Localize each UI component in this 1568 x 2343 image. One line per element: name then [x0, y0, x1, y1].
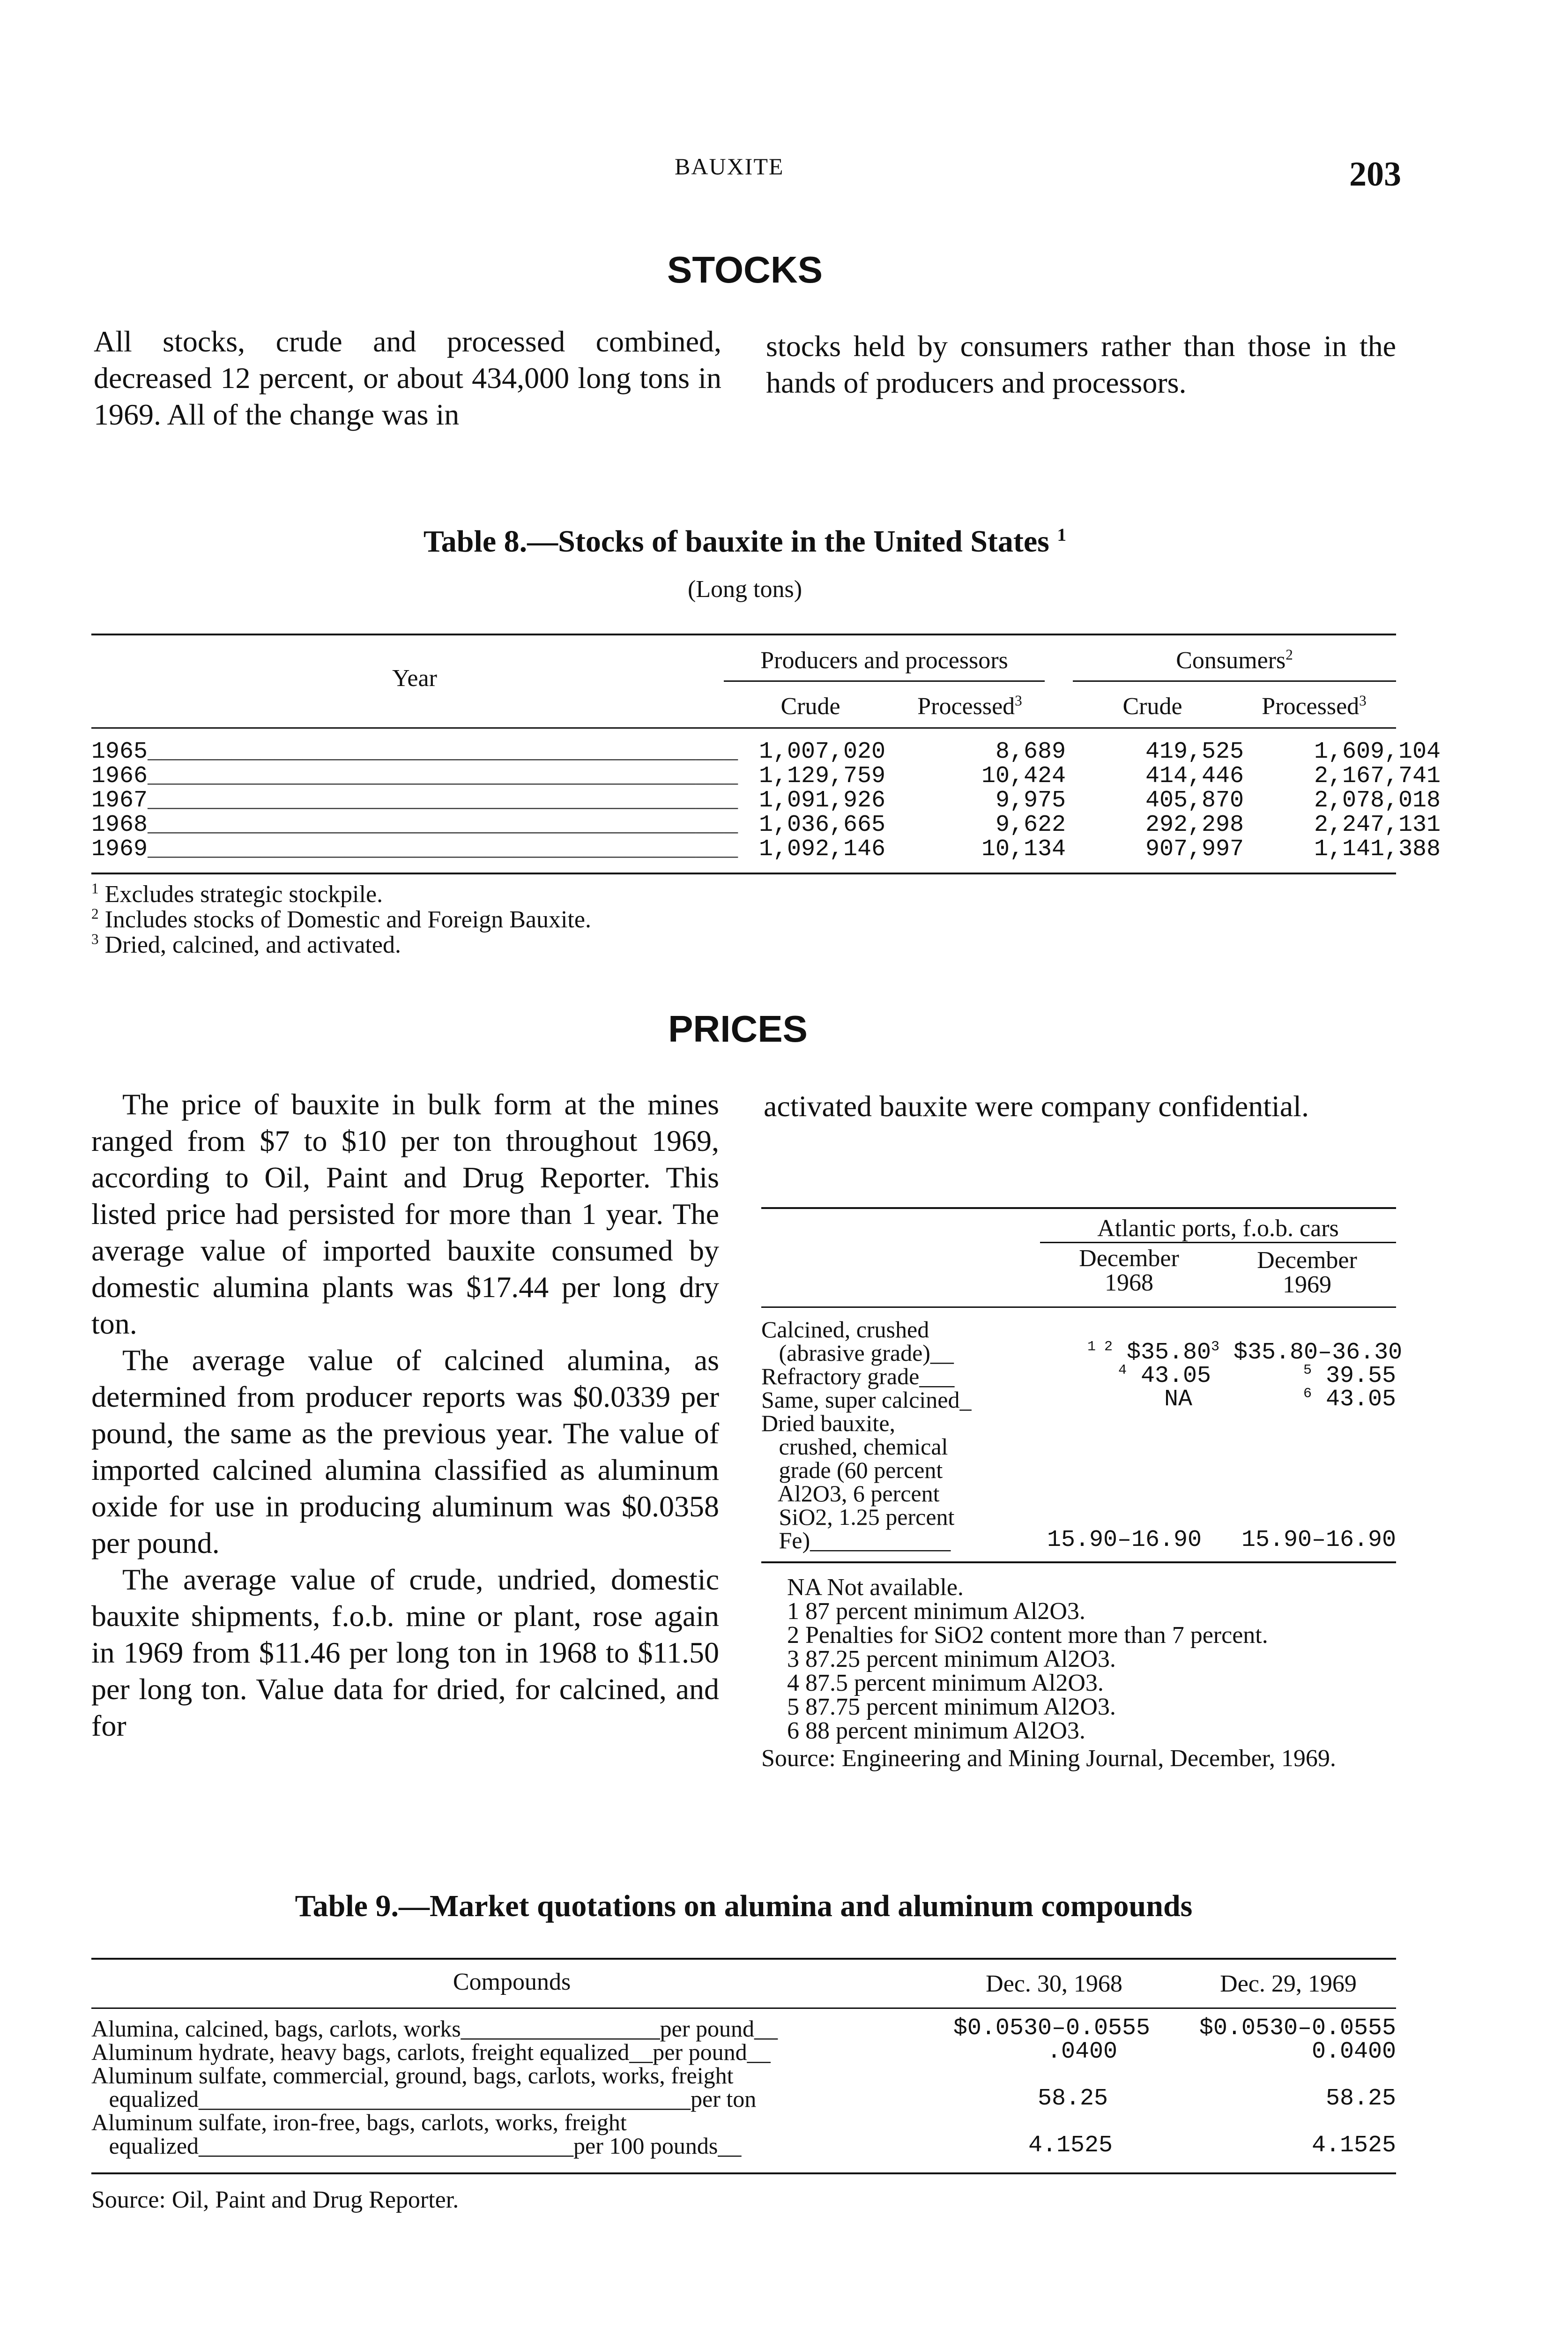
table8-cell: 292,298: [1145, 812, 1244, 838]
table8-cell: 405,870: [1145, 787, 1244, 814]
table8-cell: 9,975: [995, 787, 1066, 814]
price-table-label: (abrasive grade)__: [761, 1340, 954, 1366]
stocks-heading: STOCKS: [667, 249, 823, 291]
table9-col-compounds: Compounds: [453, 1969, 571, 1995]
table8-cell: 1,609,104: [1314, 739, 1441, 765]
table-row: [761, 1480, 1396, 1507]
price-table-label: crushed, chemical: [761, 1433, 948, 1460]
table8-top-rule: [91, 634, 1396, 635]
table8-year: 1969: [91, 836, 148, 863]
table8-leader: __________________________________________: [148, 836, 738, 863]
table8-bottom-rule: [91, 873, 1396, 874]
price-table-label: Calcined, crushed: [761, 1316, 929, 1343]
table8-leader: __________________________________________: [148, 787, 738, 814]
table8-year: 1965: [91, 739, 148, 765]
footnote: 3 87.25 percent minimum Al2O3.: [787, 1646, 1116, 1672]
table8-leader: __________________________________________: [148, 739, 738, 765]
price-table-cell: $^6$ 43.05: [1303, 1386, 1396, 1413]
table9-cell: $0.0530–0.0555: [953, 2015, 1150, 2042]
table-row: [761, 1410, 1396, 1436]
price-table-cell: 15.90–16.90: [1047, 1527, 1202, 1553]
table-row: [761, 1527, 1396, 1553]
price-table-cell: $^{1 2}$ $35.80: [1087, 1339, 1211, 1366]
table-row: [91, 812, 1441, 838]
table9-compound-cont: equalized________________________________per 100 pounds__: [91, 2133, 742, 2159]
table9-header-rule: [91, 2007, 1396, 2009]
prices-paragraph: The price of bauxite in bulk form at the mines ranged from $7 to $10 per ton throughout 1969, according to Oil, Paint and Drug Reporter. This listed price had persisted for more than 1 year. The average value of imported bauxite consumed by domestic alumina plants was $17.44 per long dry ton.: [91, 1088, 719, 1340]
table9-cell: 0.0400: [1311, 2038, 1396, 2065]
page-number: 203: [1349, 155, 1401, 194]
running-header-title: BAUXITE: [675, 153, 784, 179]
table9-compound: Aluminum sulfate, iron-free, bags, carlots, works, freight: [91, 2109, 627, 2135]
table8-leader: __________________________________________: [148, 763, 738, 790]
prices-right-text: activated bauxite were company confidential.: [764, 1089, 1309, 1123]
table8-cell: 8,689: [995, 739, 1066, 765]
price-table-cell: $^3$ $35.80–36.30: [1211, 1339, 1403, 1366]
price-table-header-rule: [761, 1306, 1396, 1308]
table-row: [91, 787, 1441, 814]
table-row: [761, 1362, 1396, 1389]
table-row: [91, 739, 1441, 765]
table8-title: Table 8.—Stocks of bauxite in the United States $^1$: [423, 524, 1067, 559]
price-table-cell: $^4$ 43.05: [1118, 1362, 1211, 1389]
table8-cell: 907,997: [1145, 836, 1244, 863]
table9-compound: Aluminum hydrate, heavy bags, carlots, freight equalized__per pound__: [91, 2039, 771, 2065]
price-table-cell: 15.90–16.90: [1241, 1527, 1396, 1553]
table9-title: Table 9.—Market quotations on alumina and aluminum compounds: [295, 1889, 1193, 1923]
price-table-group-header: Atlantic ports, f.o.b. cars: [1097, 1215, 1339, 1242]
price-table-bottom-rule: [761, 1561, 1396, 1563]
footnote: 2 Penalties for SiO2 content more than 7 percent.: [787, 1622, 1268, 1649]
price-table-col-1968: December 1968: [1079, 1245, 1179, 1296]
footnote: $^1$ Excludes strategic stockpile.: [91, 880, 383, 908]
table8-cell: 1,091,926: [758, 787, 885, 814]
table-row: [761, 1316, 1396, 1343]
table9-cell: $0.0530–0.0555: [1199, 2015, 1396, 2042]
table-row: [91, 763, 1441, 790]
table8-cell: 9,622: [995, 812, 1066, 838]
table9-compound: Aluminum sulfate, commercial, ground, bags, carlots, works, freight: [91, 2062, 734, 2089]
footnote: 6 88 percent minimum Al2O3.: [787, 1717, 1085, 1744]
table-row: [761, 1503, 1396, 1530]
price-table-top-rule: [761, 1207, 1396, 1209]
stocks-left-text: All stocks, crude and processed combined, decreased 12 percent, or about 434,000 long tons in 1969. All of the change was in: [94, 325, 721, 431]
table8-cell: 10,424: [981, 763, 1066, 790]
table-row: [91, 2015, 1396, 2042]
price-table-label: grade (60 percent: [761, 1457, 943, 1483]
prices-left-text: [91, 1086, 719, 1744]
table8-producers-rule: [724, 680, 1045, 682]
table9-col-1968: Dec. 30, 1968: [986, 1970, 1122, 1997]
table8-cell: 2,167,741: [1314, 763, 1441, 790]
table9-compound-cont: equalized__________________________________________per ton: [91, 2086, 757, 2112]
price-table-footnotes: [761, 1574, 1396, 1772]
table8-year: 1966: [91, 763, 148, 790]
table8-header-rule: [91, 727, 1396, 729]
table8-year: 1967: [91, 787, 148, 814]
table8-cell: 1,129,759: [758, 763, 885, 790]
table9-cell: 4.1525: [1311, 2132, 1396, 2159]
table8-cell: 1,092,146: [758, 836, 885, 863]
prices-paragraph: The average value of crude, undried, domestic bauxite shipments, f.o.b. mine or plant, rose again in 1969 from $11.46 per long ton in 1968 to $11.50 per long ton. Value data for dried, for calcined, and for: [91, 1563, 719, 1742]
footnote: $^2$ Includes stocks of Domestic and Foreign Bauxite.: [91, 905, 591, 933]
table8-cell: 414,446: [1145, 763, 1244, 790]
prices-heading: PRICES: [668, 1008, 808, 1050]
table-row: [91, 2062, 1396, 2112]
table9-col-1969: Dec. 29, 1969: [1220, 1970, 1357, 1997]
table8-col-pp-crude: Crude: [780, 693, 840, 720]
price-table-group-rule: [1040, 1242, 1396, 1243]
price-table-label: Fe)____________: [761, 1527, 951, 1553]
price-table-label: Same, super calcined_: [761, 1387, 972, 1413]
table9-bottom-rule: [91, 2172, 1396, 2174]
table8-body: [91, 739, 1441, 865]
table-row: [761, 1386, 1396, 1413]
prices-paragraph: The average value of calcined alumina, as determined from producer reports was $0.0339 per pound, the same as the previous year. The value of imported calcined alumina classified as aluminum oxide for use in producing aluminum was $0.0358 per pound.: [91, 1343, 719, 1560]
table-row: [761, 1433, 1396, 1460]
table8-leader: __________________________________________: [148, 812, 738, 838]
table8-col-c-processed: Processed$^3$: [1262, 692, 1367, 720]
table-row: [761, 1456, 1396, 1483]
table8-cell: 2,247,131: [1314, 812, 1441, 838]
table8-cell: 419,525: [1145, 739, 1244, 765]
table-row: [91, 2038, 1396, 2065]
table9-compound: Alumina, calcined, bags, carlots, works_________________per pound__: [91, 2015, 778, 2042]
table9-body: [91, 2015, 1396, 2165]
price-table-label: Refractory grade___: [761, 1363, 955, 1389]
table8-cell: 1,141,388: [1314, 836, 1441, 863]
table8-group-consumers: Consumers$^2$: [1176, 646, 1293, 674]
table8-consumers-rule: [1073, 680, 1396, 682]
table9-cell: 4.1525: [1028, 2132, 1113, 2159]
footnote: NA Not available.: [787, 1574, 964, 1601]
price-table-col-1969: December 1969: [1257, 1247, 1357, 1298]
table8-col-year: Year: [392, 665, 437, 692]
price-table-label: Al2O3, 6 percent: [761, 1480, 940, 1507]
table8-cell: 1,036,665: [758, 812, 885, 838]
table9-top-rule: [91, 1958, 1396, 1960]
stocks-right-text: stocks held by consumers rather than those in the hands of producers and processors.: [766, 329, 1396, 399]
price-table-cell: NA: [1164, 1386, 1192, 1413]
table8-cell: 2,078,018: [1314, 787, 1441, 814]
footnote: $^3$ Dried, calcined, and activated.: [91, 931, 401, 958]
table8-cell: 10,134: [981, 836, 1066, 863]
table9-source: Source: Oil, Paint and Drug Reporter.: [91, 2186, 459, 2213]
table8-subtitle: (Long tons): [687, 576, 803, 603]
table9-cell: 58.25: [1325, 2085, 1396, 2112]
price-table-body: [761, 1316, 1403, 1560]
price-table-label: SiO2, 1.25 percent: [761, 1504, 955, 1530]
table8-cell: 1,007,020: [758, 739, 885, 765]
table8-group-producers: Producers and processors: [760, 647, 1008, 674]
price-table-label: Dried bauxite,: [761, 1410, 896, 1436]
footnote: 1 87 percent minimum Al2O3.: [787, 1598, 1085, 1625]
footnote-source: Source: Engineering and Mining Journal, December, 1969.: [761, 1745, 1336, 1772]
footnote: 4 87.5 percent minimum Al2O3.: [787, 1670, 1104, 1696]
table8-footnotes: [91, 882, 888, 958]
table9-cell: .0400: [1047, 2038, 1117, 2065]
table9-cell: 58.25: [1037, 2085, 1108, 2112]
table8-year: 1968: [91, 812, 148, 838]
table-row: [91, 2109, 1396, 2159]
price-table-cell: $^5$ 39.55: [1303, 1362, 1396, 1389]
table-row: [91, 836, 1441, 863]
table8-col-c-crude: Crude: [1122, 693, 1182, 720]
table-row: [761, 1339, 1403, 1366]
footnote: 5 87.75 percent minimum Al2O3.: [787, 1694, 1116, 1720]
table8-col-pp-processed: Processed$^3$: [917, 692, 1022, 720]
